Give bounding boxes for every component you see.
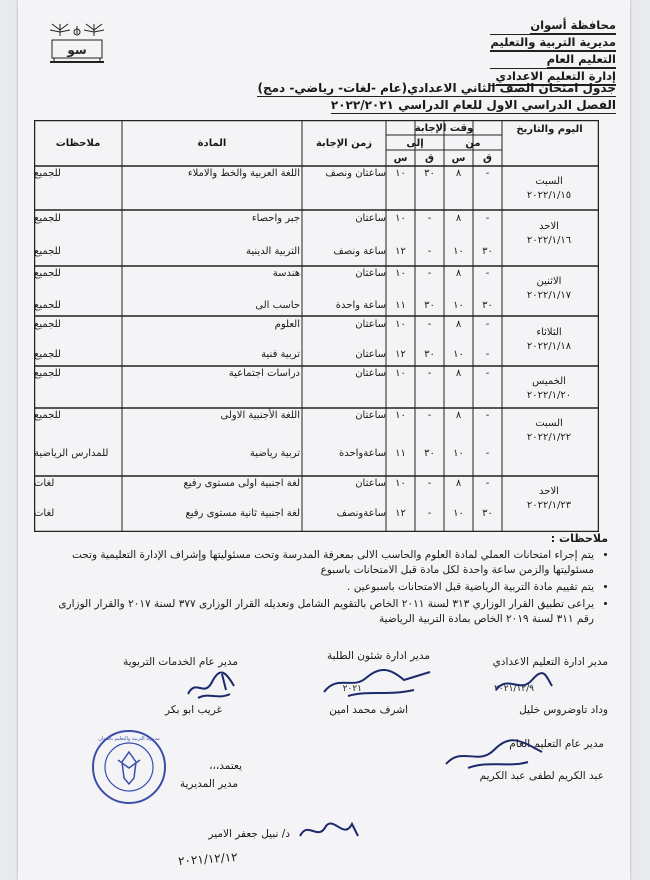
cell-duration: ساعة ونصف [333, 246, 386, 257]
header-from: من [465, 138, 481, 149]
cell-subject: جبر واحصاء [251, 213, 300, 224]
cell-to-s: ١١ [395, 448, 406, 459]
cell-to-q: ٣٠ [424, 349, 435, 360]
header-general-education: التعليم العام [546, 52, 616, 66]
note-item: • يتم إجراء امتحانات العملي لمادة العلوم والحاسب الالى بمعرفة المدرسة وتحت مسئوليتها وإشراف الإدارة التعليمية وتحت مسئوليتها والزمن ساعة واحدة لكل مادة قبل الامتحانات باسبوع [42, 548, 594, 578]
cell-to-q: - [427, 410, 432, 421]
cell-subject: حاسب الى [255, 300, 300, 311]
cell-duration: ساعتان [355, 349, 386, 360]
cell-duration: ساعتان [355, 478, 386, 489]
cell-notes: للمدارس الرياضية [34, 448, 109, 459]
cell-to-s: ١٠ [395, 319, 406, 330]
approved-label: يعتمد،،، [209, 760, 242, 772]
cell-date: ٢٠٢٢/١/٢٣ [526, 500, 572, 511]
cell-to-s: ١٠ [395, 213, 406, 224]
cell-date: ٢٠٢٢/١/٢٢ [526, 432, 572, 443]
cell-to-s: ١٠ [395, 168, 406, 179]
director-date: ٢٠٢١/١٢/١٢ [177, 849, 239, 869]
student-affairs-signature-icon [318, 662, 438, 702]
header-to-hour: س [393, 153, 408, 164]
cell-date: ٢٠٢٢/١/١٧ [526, 290, 572, 301]
cell-from-s: ٨ [455, 319, 462, 330]
cell-from-q: - [485, 368, 490, 379]
cell-from-s: ٨ [455, 168, 462, 179]
directorate-title: مدير المديرية [179, 778, 238, 790]
exam-schedule-table [34, 120, 599, 532]
prep-admin-title: مدير ادارة التعليم الاعدادي [492, 656, 608, 668]
note-item: • يراعى تطبيق القرار الوزاري ٣١٣ لسنة ٢٠١١ الخاص بالتقويم الشامل وتعديله القرار الوزارى ٣٧٧ لسنة ٢٠١٧ والقرار الوزارى رقم ٣١١ لسنة ٢٠١٩ الخاص بمادة التربية الرياضية [42, 597, 594, 627]
student-affairs-date: ٢٠٢١ [342, 684, 362, 694]
cell-from-q: ٣٠ [482, 300, 493, 311]
header-answer-time: وقت الإجابة [414, 123, 474, 134]
cell-from-s: ١٠ [453, 300, 464, 311]
cell-to-q: - [427, 508, 432, 519]
cell-duration: ساعتان [355, 410, 386, 421]
cell-from-s: ٨ [455, 368, 462, 379]
cell-date: ٢٠٢٢/١/١٦ [526, 235, 572, 246]
cell-notes: للجميع [34, 213, 61, 224]
cell-from-q: ٣٠ [482, 508, 493, 519]
cell-from-s: ٨ [455, 213, 462, 224]
cell-to-s: ١٢ [395, 349, 406, 360]
cell-to-s: ١٠ [395, 368, 406, 379]
cell-duration: ساعتان [355, 368, 386, 379]
cell-notes: للجميع [34, 368, 61, 379]
cell-day: الاحد [539, 486, 559, 497]
services-signature-icon [178, 668, 248, 704]
cell-to-s: ١٠ [395, 410, 406, 421]
cell-notes: للجميع [34, 410, 61, 421]
notes-heading: ملاحظات : [550, 532, 608, 545]
cell-date: ٢٠٢٢/١/٢٠ [526, 390, 572, 401]
cell-duration: ساعة واحدة [335, 300, 386, 311]
cell-from-s: ٨ [455, 410, 462, 421]
cell-subject: لغة اجنبية ثانية مستوى رفيع [185, 508, 300, 519]
cell-to-s: ١٠ [395, 478, 406, 489]
header-directorate: مديرية التربية والتعليم [490, 35, 616, 49]
cell-to-q: ٣٠ [424, 448, 435, 459]
cell-to-s: ١٠ [395, 268, 406, 279]
cell-notes: للجميع [34, 268, 61, 279]
cell-day: الاثنين [536, 276, 562, 287]
cell-from-s: ٨ [455, 478, 462, 489]
cell-to-s: ١١ [395, 300, 406, 311]
cell-from-q: ٣٠ [482, 246, 493, 257]
cell-date: ٢٠٢٢/١/١٥ [526, 190, 572, 201]
cell-duration: ساعةونصف [336, 508, 386, 519]
cell-day: الاحد [539, 221, 559, 232]
document-page [18, 0, 630, 880]
cell-subject: لغة اجنبية اولى مستوى رفيع [183, 478, 300, 489]
title-line-1: جدول امتحان الصف الثاني الاعدادي(عام -لغات- رياضي- دمج) [257, 81, 616, 95]
cell-notes: للجميع [34, 319, 61, 330]
cell-to-q: ٣٠ [424, 300, 435, 311]
cell-subject: تربية رياضية [249, 448, 300, 459]
cell-day: السبت [535, 418, 563, 429]
cell-notes: للجميع [34, 246, 61, 257]
notes-list [42, 548, 608, 627]
cell-duration: ساعةواحدة [338, 448, 386, 459]
cell-to-q: - [427, 478, 432, 489]
cell-to-q: - [427, 246, 432, 257]
cell-subject: دراسات اجتماعية [228, 368, 300, 379]
cell-subject: العلوم [274, 319, 300, 330]
cell-from-s: ١٠ [453, 448, 464, 459]
general-education-signature-icon [438, 736, 548, 772]
director-signature-icon [294, 812, 364, 848]
cell-from-q: - [485, 168, 490, 179]
logo-text: سو [67, 43, 87, 57]
cell-duration: ساعتان [355, 319, 386, 330]
cell-from-q: - [485, 410, 490, 421]
cell-duration: ساعتان ونصف [325, 168, 386, 179]
student-affairs-name: اشرف محمد امين [329, 704, 408, 716]
prep-admin-date: ٢٠٢١/١٢/٩ [494, 684, 534, 694]
header-from-hour: س [451, 153, 466, 164]
header-notes: ملاحظات [55, 138, 101, 149]
header-from-minute: ق [483, 153, 492, 164]
header-prep-administration: إدارة التعليم الاعدادي [495, 69, 616, 83]
cell-to-q: - [427, 368, 432, 379]
cell-to-s: ١٢ [395, 508, 406, 519]
cell-from-s: ١٠ [453, 349, 464, 360]
header-duration: زمن الإجابة [315, 138, 373, 149]
title-line-2: الفصل الدراسي الاول للعام الدراسي ٢٠٢٢/٢٠٢١ [330, 98, 616, 112]
header-governorate: محافظة أسوان [530, 18, 616, 32]
director-name: د/ نبيل جعفر الامير [208, 828, 290, 840]
cell-subject: التربية الدينية [246, 246, 300, 257]
svg-text:مديرية التربية والتعليم بأسوان: مديرية التربية والتعليم بأسوان [98, 736, 160, 742]
cell-from-s: ٨ [455, 268, 462, 279]
cell-from-q: - [485, 319, 490, 330]
educational-services-name: غريب ابو بكر [165, 704, 222, 716]
cell-from-q: - [485, 268, 490, 279]
cell-from-q: - [485, 349, 490, 360]
header-to: إلى [406, 138, 424, 149]
note-item: • يتم تقييم مادة التربية الرياضية قبل الامتحانات باسبوعين . [42, 580, 594, 595]
student-affairs-title: مدير ادارة شئون الطلبة [326, 650, 430, 662]
cell-notes: لغات [34, 508, 55, 519]
cell-subject: تربية فنية [261, 349, 300, 360]
prep-admin-signature-icon [488, 668, 558, 698]
cell-from-s: ١٠ [453, 508, 464, 519]
cell-subject: هندسة [272, 268, 300, 279]
cell-from-q: - [485, 448, 490, 459]
header-day-date: اليوم والتاريخ [516, 124, 583, 135]
cell-subject: اللغة الأجنبية الاولى [220, 410, 300, 421]
document-title [28, 80, 616, 114]
header-to-minute: ق [425, 153, 434, 164]
educational-services-title: مدير عام الخدمات التربوية [123, 656, 238, 668]
cell-notes: لغات [34, 478, 55, 489]
general-education-name: عبد الكريم لطفى عبد الكريم [479, 770, 604, 782]
cell-from-q: - [485, 478, 490, 489]
cell-to-s: ١٢ [395, 246, 406, 257]
official-seal-icon [90, 728, 168, 806]
cell-from-s: ١٠ [453, 246, 464, 257]
cell-date: ٢٠٢٢/١/١٨ [526, 341, 572, 352]
cell-day: الخميس [532, 376, 566, 387]
cell-to-q: ٣٠ [424, 168, 435, 179]
aswan-logo-icon [46, 22, 108, 66]
cell-to-q: - [427, 319, 432, 330]
cell-subject: اللغة العربية والخط والاملاء [187, 168, 300, 179]
prep-admin-name: وداد تاوضروس خليل [519, 704, 608, 716]
cell-notes: للجميع [34, 168, 61, 179]
cell-day: السبت [535, 176, 563, 187]
cell-notes: للجميع [34, 300, 61, 311]
header-subject: المادة [197, 138, 227, 149]
cell-day: الثلاثاء [536, 327, 562, 338]
cell-duration: ساعتان [355, 268, 386, 279]
cell-from-q: - [485, 213, 490, 224]
notes-section [42, 531, 608, 629]
cell-notes: للجميع [34, 349, 61, 360]
general-education-title: مدير عام التعليم العام [509, 738, 604, 750]
cell-to-q: - [427, 268, 432, 279]
cell-to-q: - [427, 213, 432, 224]
header-block [490, 18, 616, 86]
cell-duration: ساعتان [355, 213, 386, 224]
